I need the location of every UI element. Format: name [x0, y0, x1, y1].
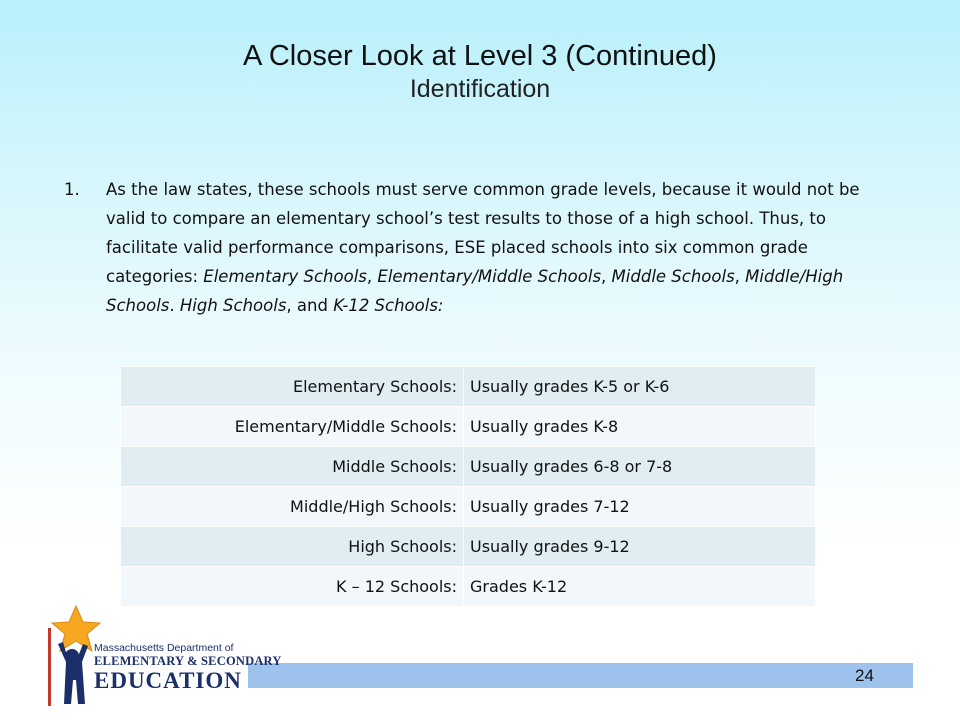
- category-cell: Elementary Schools:: [121, 367, 464, 407]
- table-row: [121, 567, 816, 607]
- table-row: [121, 407, 816, 447]
- list-item-text: [106, 175, 900, 320]
- list-item-number: 1.: [64, 180, 80, 199]
- table-row: [121, 487, 816, 527]
- category-middle-high: Middle/High Schools: [106, 267, 844, 315]
- logo-line-3: EDUCATION: [94, 668, 242, 693]
- grades-cell: Usually grades 9-12: [464, 527, 816, 567]
- grades-cell: Grades K-12: [464, 567, 816, 607]
- category-cell: High Schools:: [121, 527, 464, 567]
- category-cell: Elementary/Middle Schools:: [121, 407, 464, 447]
- slide-title: A Closer Look at Level 3 (Continued): [243, 40, 717, 72]
- category-k12: K-12 Schools:: [333, 296, 444, 315]
- separator: , and: [286, 296, 334, 315]
- separator: ,: [734, 267, 746, 286]
- grades-cell: Usually grades K-5 or K-6: [464, 367, 816, 407]
- table-row: [121, 367, 816, 407]
- separator: .: [169, 296, 180, 315]
- category-elementary-middle: Elementary/Middle Schools: [377, 267, 602, 286]
- text-lead: As the law states, these schools must serve common grade levels, because it would not be valid to compare an elementary school’s test results to those of a high school. Thus, to facilitate valid performance comparisons, ESE placed schools into six common grade categories:: [106, 180, 860, 286]
- grades-cell: Usually grades K-8: [464, 407, 816, 447]
- body-list: [64, 175, 900, 320]
- separator: ,: [366, 267, 378, 286]
- logo-text: [94, 642, 282, 693]
- category-high: High Schools: [179, 296, 287, 315]
- category-cell: Middle/High Schools:: [121, 487, 464, 527]
- category-elementary: Elementary Schools: [203, 267, 367, 286]
- category-middle: Middle Schools: [611, 267, 735, 286]
- logo-line-2: ELEMENTARY & SECONDARY: [94, 654, 282, 668]
- separator: ,: [601, 267, 612, 286]
- footer-bar: [248, 663, 913, 688]
- logo-line-1: Massachusetts Department of: [94, 642, 234, 654]
- page-number: 24: [855, 666, 874, 685]
- category-cell: Middle Schools:: [121, 447, 464, 487]
- table-row: [121, 447, 816, 487]
- grades-cell: Usually grades 6-8 or 7-8: [464, 447, 816, 487]
- table-row: [121, 527, 816, 567]
- ese-logo: [44, 604, 282, 708]
- grades-cell: Usually grades 7-12: [464, 487, 816, 527]
- grade-categories-table: [120, 366, 816, 607]
- slide-subtitle: Identification: [409, 75, 551, 103]
- category-cell: K – 12 Schools:: [121, 567, 464, 607]
